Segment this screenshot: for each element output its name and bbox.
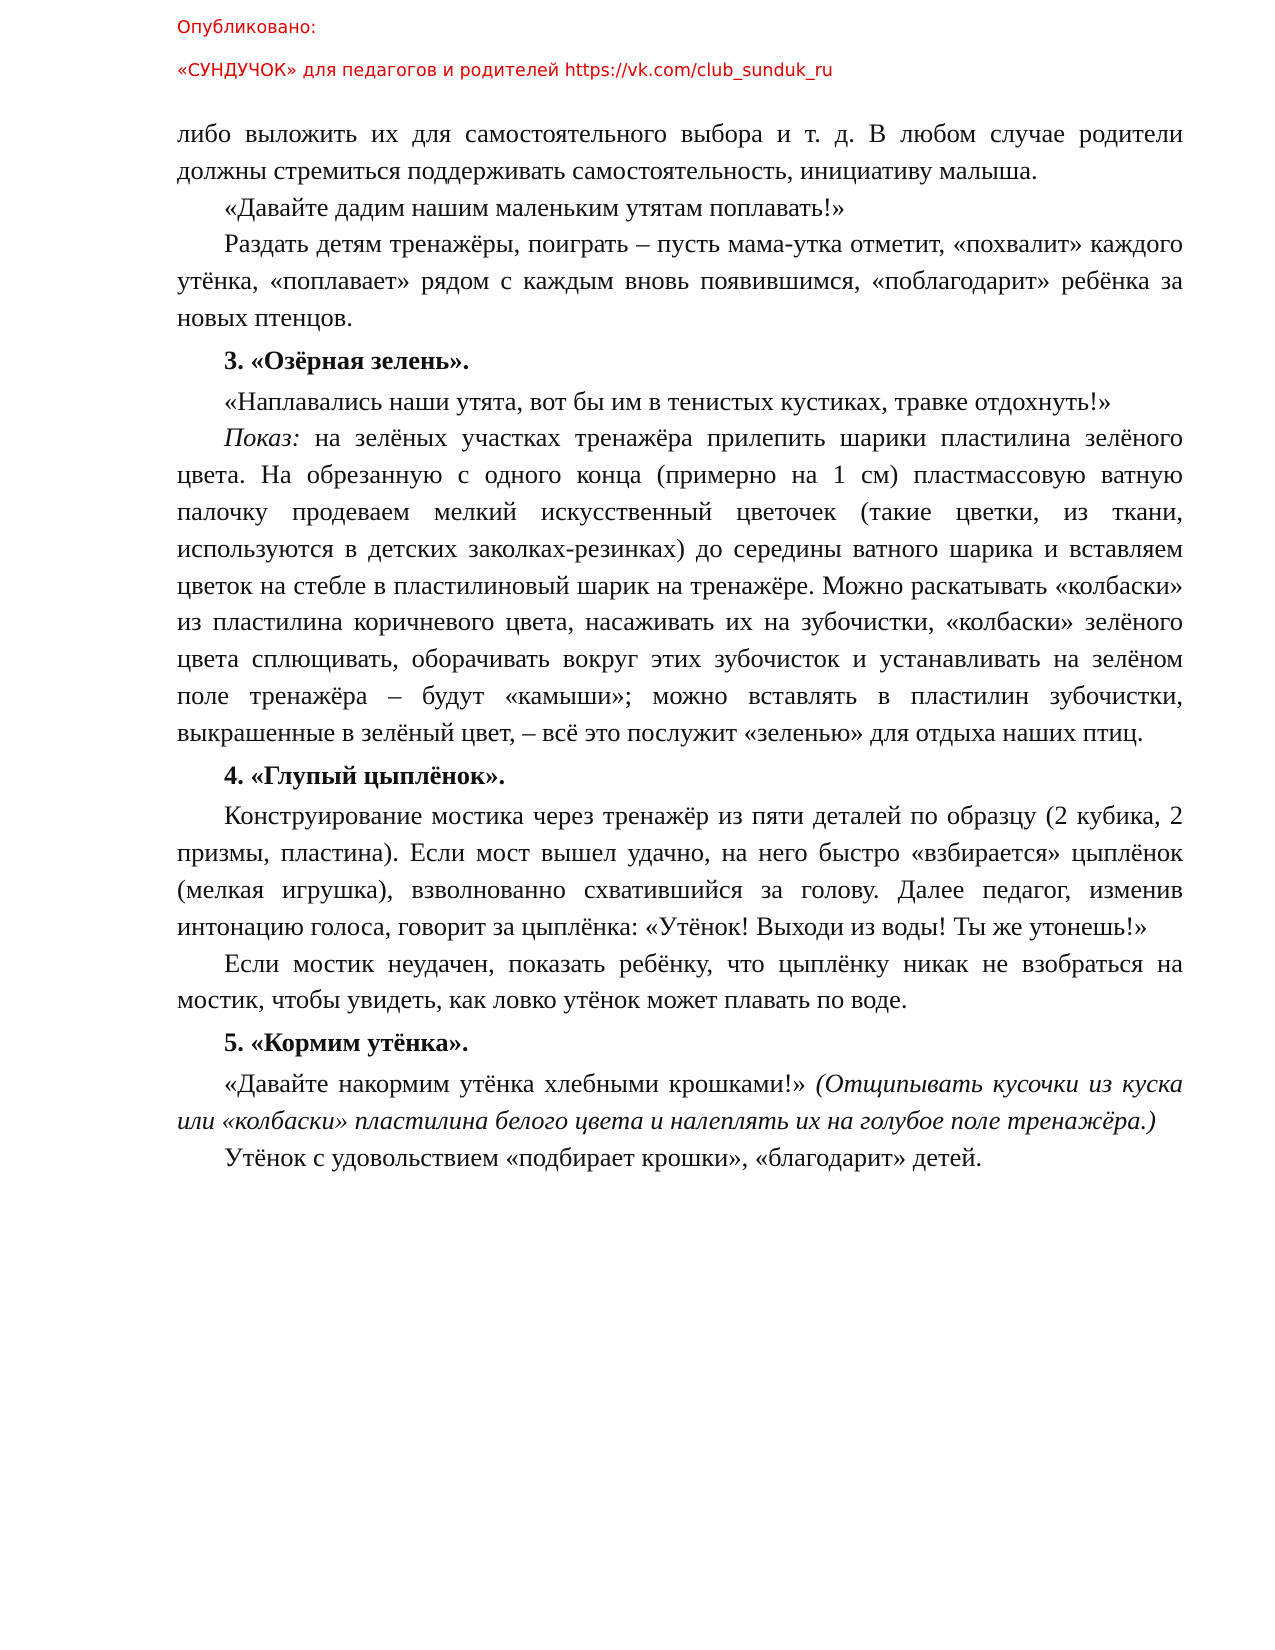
section-5-heading: 5. «Кормим утёнка». [224,1027,469,1058]
section-3-quote: «Наплавались наши утята, вот бы им в тенистых кустиках, травке отдохнуть!» [224,385,1112,416]
section-4-paragraph-2: Если мостик неудачен, показать ребёнку, что цыплёнку никак не взобраться на мостик, чтобы увидеть, как ловко утёнок может плавать по воде. [177,947,1183,1015]
section-5-instruction: (Отщипывать кусочки из куска или «колбаски» пластилина белого цвета и налеплять их на голубое поле тренажёра.) [177,1067,1183,1135]
section-5-closing: Утёнок с удовольствием «подбирает крошки», «благодарит» детей. [224,1141,983,1172]
paragraph-continuation: либо выложить их для самостоятельного выбора и т. д. В любом случае родители должны стремиться поддерживать самостоятельность, инициативу малыша. [177,118,1183,185]
show-text: на зелёных участках тренажёра прилепить шарики пластилина зелёного цвета. На обрезанную с одного конца (примерно на 1 см) пластмассовую ватную палочку продеваем мелкий искусственный цветочек (такие цветки, из ткани, используются в детских заколках-резинках) до середины ватного шарика и вставляем цветок на стебле в пластилиновый шарик на тренажёре. Можно раскатывать «колбаски» из пластилина коричневого цвета, насаживать их на зубочистки, «колбаски» зелёного цвета сплющивать, оборачивать вокруг этих зубочисток и устанавливать на зелёном поле тренажёра – будут «камыши»; можно вставлять в пластилин зубочистки, выкрашенные в зелёный цвет, – всё это послужит «зеленью» для отдыха наших птиц. [177,422,1183,747]
section-5-paragraph [177,1065,1183,1139]
section-5-quote: «Давайте накормим утёнка хлебными крошками!» [224,1067,816,1098]
published-label: Опубликовано: [177,18,317,38]
section-3-show-paragraph [177,419,1183,750]
source-line: «СУНДУЧОК» для педагогов и родителей https://vk.com/club_sunduk_ru [177,61,833,81]
document-body [177,115,1183,1175]
section-3-heading: 3. «Озёрная зелень». [224,344,470,375]
section-4-heading: 4. «Глупый цыплёнок». [224,759,506,790]
section-4-paragraph-1: Конструирование мостика через тренажёр из пяти деталей по образцу (2 кубика, 2 призмы, пластина). Если мост вышел удачно, на него быстро «взбирается» цыплёнок (мелкая игрушка), взволнованно схватившийся за голову. Далее педагог, изменив интонацию голоса, говорит за цыплёнка: «Утёнок! Выходи из воды! Ты же утонешь!» [177,800,1183,941]
paragraph-distribute: Раздать детям тренажёры, поиграть – пусть мама-утка отметит, «похвалит» каждого утёнка, «поплавает» рядом с каждым вновь появившимся, «поблагодарит» ребёнка за новых птенцов. [177,228,1183,332]
paragraph-quote-swim: «Давайте дадим нашим маленьким утятам поплавать!» [224,191,845,222]
show-label: Показ: [224,422,301,453]
